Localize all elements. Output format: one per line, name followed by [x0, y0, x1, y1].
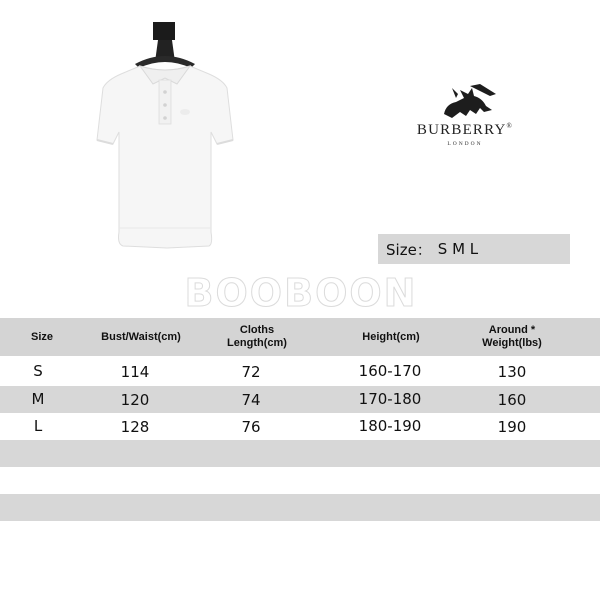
empty-row-band: [0, 494, 600, 521]
product-image-polo-shirt: [95, 22, 235, 252]
table-header: Bust/Waist(cm): [101, 331, 181, 343]
table-cell: 180-190: [358, 417, 422, 435]
sizes-value: S M L: [437, 240, 479, 258]
sizes-available: [378, 234, 570, 264]
table-header: Size: [30, 331, 54, 343]
brand-location: LONDON: [447, 141, 483, 147]
table-cell: 170-180: [358, 390, 422, 408]
brand-name: BURBERRY®: [416, 122, 514, 138]
table-cell: 120: [120, 391, 150, 409]
table-header: Height(cm): [362, 331, 420, 343]
table-header: Around * Weight(lbs): [482, 324, 542, 349]
watermark: BOOBOON: [184, 271, 418, 315]
empty-row-band: [0, 440, 600, 467]
equestrian-knight-logo-icon: [400, 84, 530, 122]
table-cell: 72: [241, 363, 261, 381]
brand-logo: [400, 84, 530, 154]
registered-mark: ®: [506, 122, 514, 130]
table-cell: 76: [241, 418, 261, 436]
table-cell: 160: [497, 391, 527, 409]
hanger-icon: [135, 22, 195, 68]
table-cell: 160-170: [358, 362, 422, 380]
table-cell: 114: [120, 363, 150, 381]
table-header: Cloths Length(cm): [227, 324, 287, 349]
table-cell: S: [33, 362, 43, 380]
table-cell: 130: [497, 363, 527, 381]
table-cell: 128: [120, 418, 150, 436]
table-cell: M: [31, 390, 45, 408]
table-cell: 74: [241, 391, 261, 409]
table-cell: L: [33, 417, 43, 435]
sizes-label: Size：: [386, 240, 432, 259]
table-cell: 190: [497, 418, 527, 436]
